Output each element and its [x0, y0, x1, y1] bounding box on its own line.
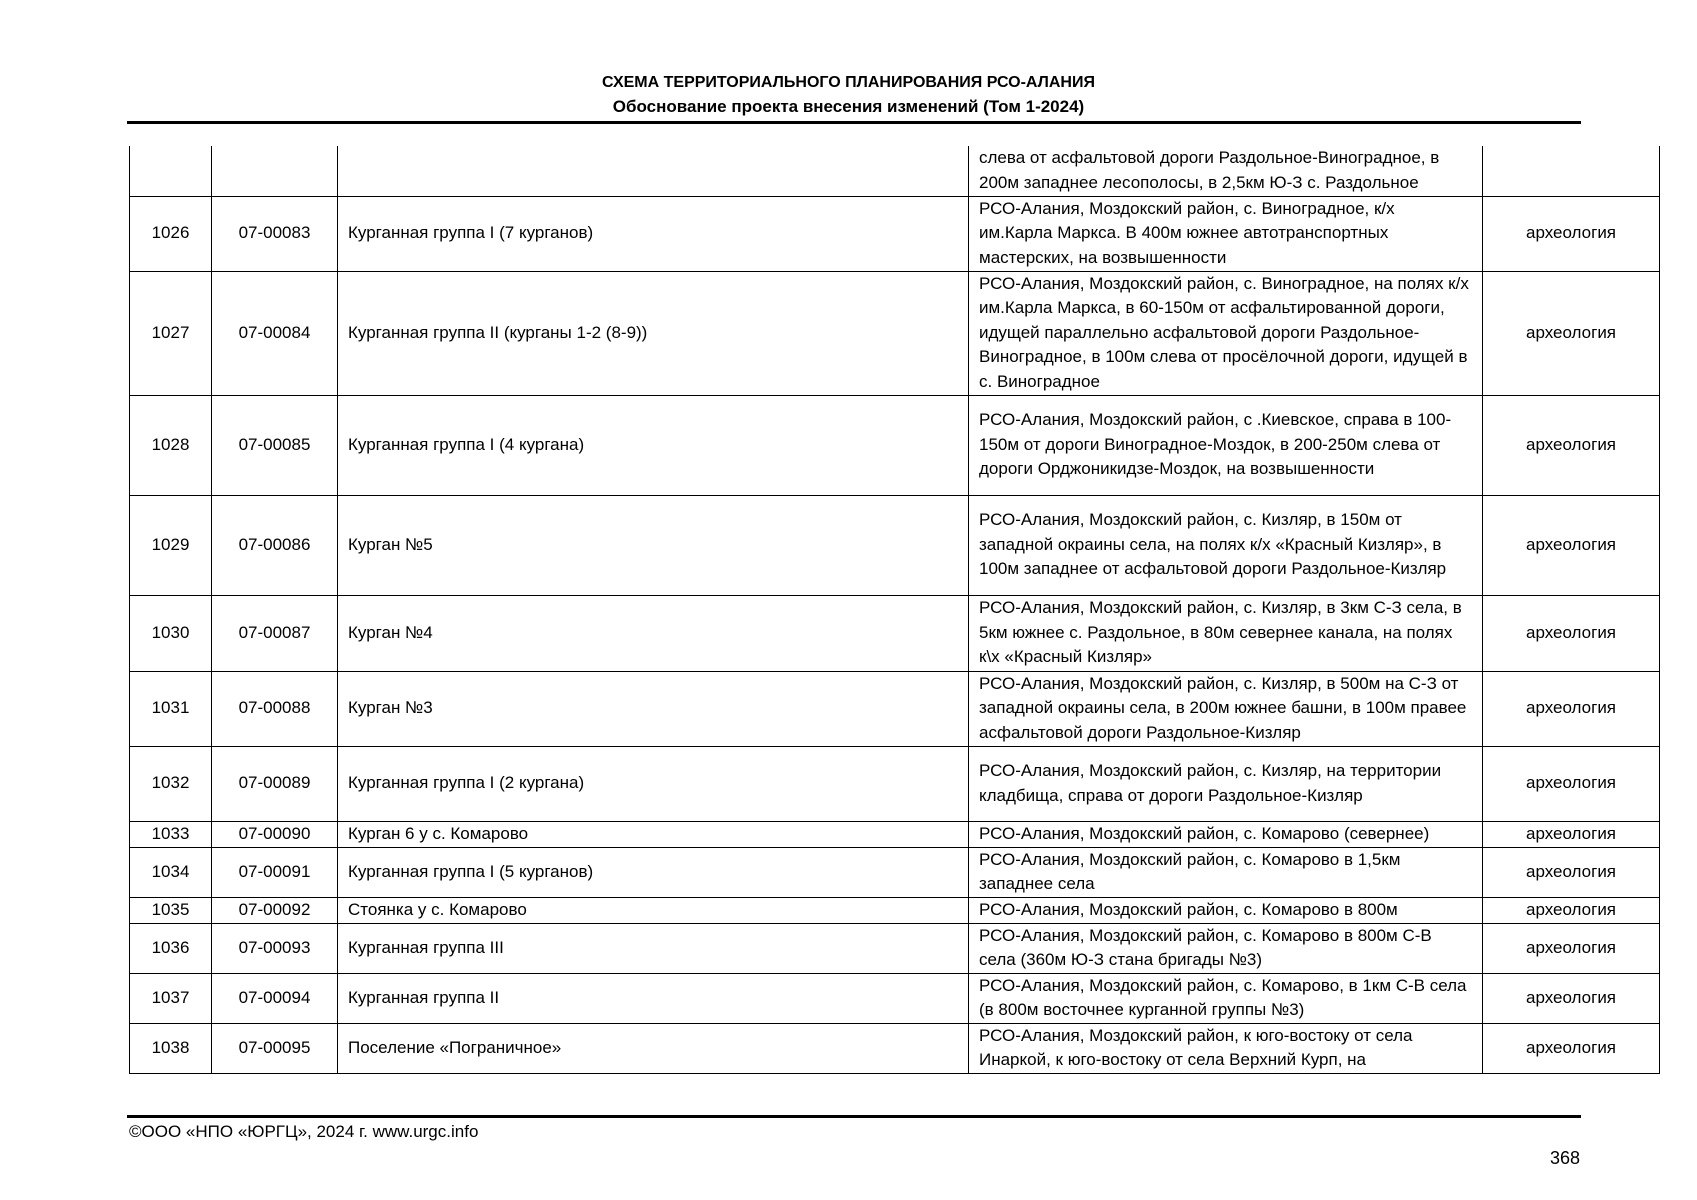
- table-row: [130, 746, 1660, 821]
- document-subtitle: Обоснование проекта внесения изменений (Том 1-2024): [612, 97, 1085, 116]
- document-title: СХЕМА ТЕРРИТОРИАЛЬНОГО ПЛАНИРОВАНИЯ РСО-АЛАНИЯ: [602, 74, 1095, 91]
- table-row: [130, 395, 1660, 495]
- cell-location: РСО-Алания, Моздокский район, с. Кизляр, в 150м от западной окраины села, на полях к/х «Красный Кизляр», в 100м западнее от асфальтовой дороги Раздольное-Кизляр: [969, 495, 1483, 595]
- cell-category: археология: [1483, 196, 1660, 271]
- cell-category: археология: [1483, 746, 1660, 821]
- cell-registry-code: 07-00090: [212, 821, 338, 847]
- heritage-objects-table: [129, 146, 1660, 1074]
- cell-object-name: Курган №5: [338, 495, 969, 595]
- cell-number: 1030: [130, 595, 212, 671]
- cell-object-name: Курган №4: [338, 595, 969, 671]
- cell-location: РСО-Алания, Моздокский район, с. Кизляр, в 3км С-З села, в 5км южнее с. Раздольное, в 80м севернее канала, на полях к\х «Красный Кизляр»: [969, 595, 1483, 671]
- cell-location: РСО-Алания, Моздокский район, с. Комарово, в 1км С-В села (в 800м восточнее курганной группы №3): [969, 973, 1483, 1023]
- cell-number: 1034: [130, 847, 212, 897]
- cell-category: археология: [1483, 671, 1660, 746]
- cell-number: 1035: [130, 897, 212, 923]
- cell-registry-code: 07-00087: [212, 595, 338, 671]
- cell-object-name: Курган 6 у с. Комарово: [338, 821, 969, 847]
- cell-location: РСО-Алания, Моздокский район, с. Кизляр, на территории кладбища, справа от дороги Раздольное-Кизляр: [969, 746, 1483, 821]
- cell-number: 1031: [130, 671, 212, 746]
- page-number: 368: [1549, 1148, 1580, 1168]
- cell-object-name: Поселение «Пограничное»: [338, 1023, 969, 1073]
- cell-object-name: Курган №3: [338, 671, 969, 746]
- cell-location: РСО-Алания, Моздокский район, с. Виноградное, на полях к/х им.Карла Маркса, в 60-150м от асфальтированной дороги, идущей параллельно асфальтовой дороги Раздольное-Виноградное, в 100м слева от просёлочной дороги, идущей в с. Виноградное: [969, 271, 1483, 395]
- copyright-notice: ©ООО «НПО «ЮРГЦ», 2024 г. www.urgc.info: [129, 1122, 479, 1141]
- cell-registry-code: 07-00091: [212, 847, 338, 897]
- cell-object-name: Курганная группа I (5 курганов): [338, 847, 969, 897]
- cell-category: археология: [1483, 395, 1660, 495]
- table-row: [130, 847, 1660, 897]
- cell-number: 1032: [130, 746, 212, 821]
- cell-category: археология: [1483, 271, 1660, 395]
- cell-registry-code: 07-00084: [212, 271, 338, 395]
- table-row: [130, 495, 1660, 595]
- cell-category: археология: [1483, 847, 1660, 897]
- cell-number: 1028: [130, 395, 212, 495]
- cell-registry-code: 07-00083: [212, 196, 338, 271]
- footer-divider: [127, 1115, 1581, 1118]
- table-row: [130, 897, 1660, 923]
- cell-location: РСО-Алания, Моздокский район, к юго-востоку от села Инаркой, к юго-востоку от села Верхний Курп, на: [969, 1023, 1483, 1073]
- cell-registry-code: 07-00094: [212, 973, 338, 1023]
- cell-category: археология: [1483, 923, 1660, 973]
- table-row: [130, 595, 1660, 671]
- cell-number: 1027: [130, 271, 212, 395]
- cell-object-name: Курганная группа I (7 курганов): [338, 196, 969, 271]
- table-row: [130, 196, 1660, 271]
- cell-object-name: Курганная группа I (2 кургана): [338, 746, 969, 821]
- cell-object-name: Курганная группа II: [338, 973, 969, 1023]
- cell-number: 1033: [130, 821, 212, 847]
- cell-category: археология: [1483, 821, 1660, 847]
- cell-category: археология: [1483, 897, 1660, 923]
- header-divider: [127, 121, 1581, 124]
- cell-registry-code: 07-00092: [212, 897, 338, 923]
- cell-category: [1483, 146, 1660, 196]
- cell-object-name: Курганная группа II (курганы 1-2 (8-9)): [338, 271, 969, 395]
- cell-category: археология: [1483, 973, 1660, 1023]
- cell-object-name: Курганная группа I (4 кургана): [338, 395, 969, 495]
- cell-object-name: Курганная группа III: [338, 923, 969, 973]
- table-row: [130, 671, 1660, 746]
- cell-location: РСО-Алания, Моздокский район, с. Кизляр, в 500м на С-З от западной окраины села, в 200м южнее башни, в 100м правее асфальтовой дороги Раздольное-Кизляр: [969, 671, 1483, 746]
- cell-number: [130, 146, 212, 196]
- cell-category: археология: [1483, 1023, 1660, 1073]
- cell-registry-code: 07-00093: [212, 923, 338, 973]
- cell-number: 1037: [130, 973, 212, 1023]
- cell-registry-code: 07-00095: [212, 1023, 338, 1073]
- cell-number: 1026: [130, 196, 212, 271]
- cell-location: слева от асфальтовой дороги Раздольное-Виноградное, в 200м западнее лесополосы, в 2,5км Ю-З с. Раздольное: [969, 146, 1483, 196]
- cell-number: 1038: [130, 1023, 212, 1073]
- cell-number: 1029: [130, 495, 212, 595]
- cell-registry-code: 07-00085: [212, 395, 338, 495]
- cell-registry-code: [212, 146, 338, 196]
- cell-category: археология: [1483, 495, 1660, 595]
- heritage-objects-table-wrapper: [129, 146, 1659, 1074]
- cell-location: РСО-Алания, Моздокский район, с. Виноградное, к/х им.Карла Маркса. В 400м южнее автотранспортных мастерских, на возвышенности: [969, 196, 1483, 271]
- cell-object-name: Стоянка у с. Комарово: [338, 897, 969, 923]
- cell-number: 1036: [130, 923, 212, 973]
- table-row: [130, 821, 1660, 847]
- cell-category: археология: [1483, 595, 1660, 671]
- table-row: [130, 923, 1660, 973]
- table-row: [130, 1023, 1660, 1073]
- cell-object-name: [338, 146, 969, 196]
- cell-location: РСО-Алания, Моздокский район, с. Комарово в 800м С-В села (360м Ю-З стана бригады №3): [969, 923, 1483, 973]
- table-row: [130, 973, 1660, 1023]
- cell-location: РСО-Алания, Моздокский район, с. Комарово (севернее): [969, 821, 1483, 847]
- table-row: [130, 271, 1660, 395]
- cell-registry-code: 07-00089: [212, 746, 338, 821]
- cell-registry-code: 07-00088: [212, 671, 338, 746]
- cell-location: РСО-Алания, Моздокский район, с. Комарово в 800м: [969, 897, 1483, 923]
- cell-location: РСО-Алания, Моздокский район, с .Киевское, справа в 100-150м от дороги Виноградное-Моздок, в 200-250м слева от дороги Орджоникидзе-Моздок, на возвышенности: [969, 395, 1483, 495]
- cell-registry-code: 07-00086: [212, 495, 338, 595]
- table-row-continuation: [130, 146, 1660, 196]
- cell-location: РСО-Алания, Моздокский район, с. Комарово в 1,5км западнее села: [969, 847, 1483, 897]
